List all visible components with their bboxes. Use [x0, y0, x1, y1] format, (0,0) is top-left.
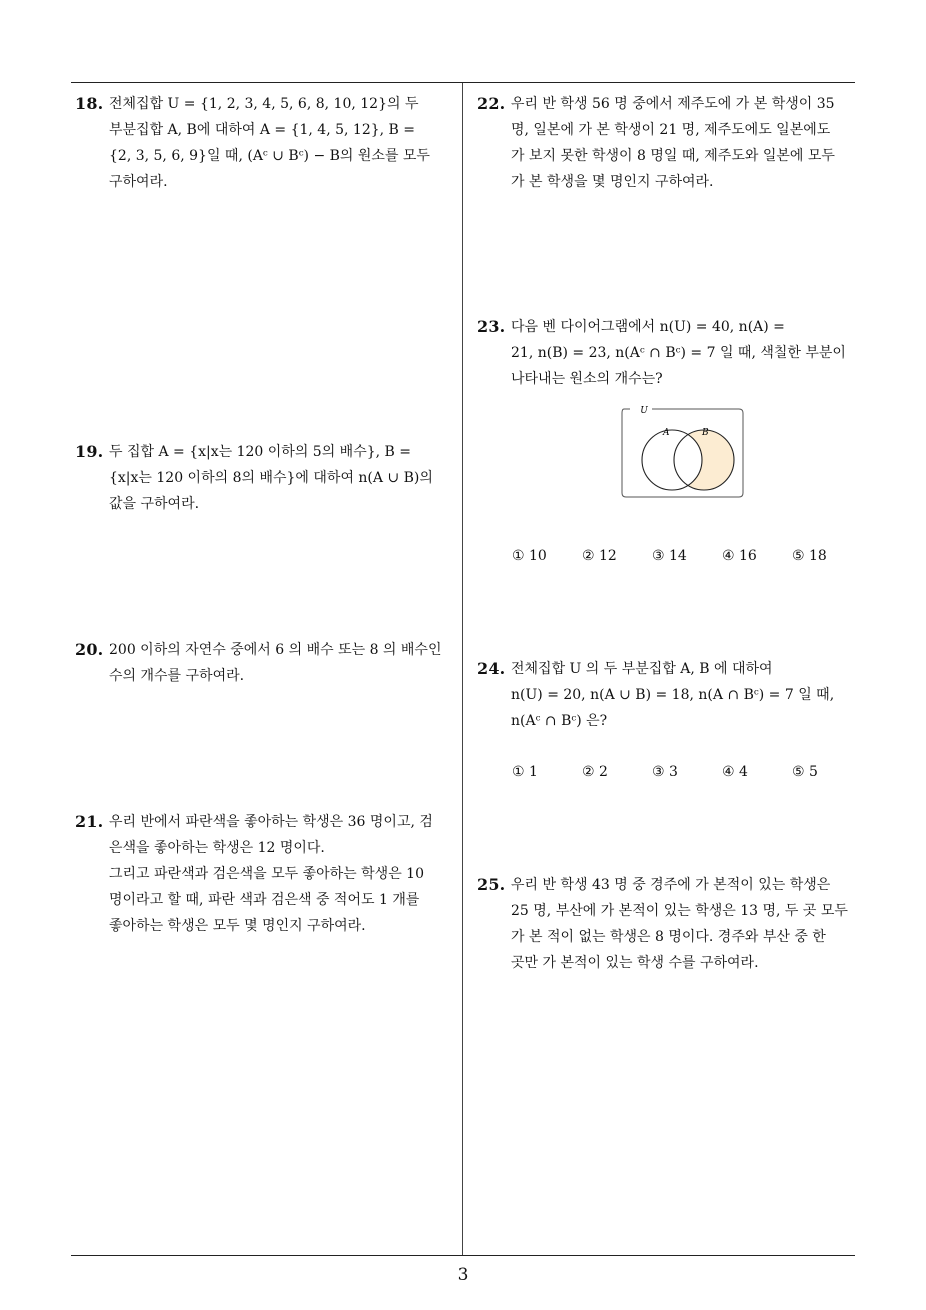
question-number: 23. — [477, 317, 506, 336]
text-line: 다음 벤 다이어그램에서 n(U) = 40, n(A) = — [511, 319, 785, 335]
question-number: 22. — [477, 94, 506, 113]
text-line: 전체집합 U 의 두 부분집합 A, B 에 대하여 — [511, 661, 773, 677]
question-20 — [75, 637, 455, 689]
question-text — [109, 439, 455, 517]
answer-choices-24 — [512, 764, 862, 780]
text-line: 전체집합 U = {1, 2, 3, 4, 5, 6, 8, 10, 12}의 두 — [109, 96, 419, 112]
choice-2[interactable]: ② 2 — [582, 764, 608, 780]
question-text — [511, 872, 857, 976]
text-line: n(U) = 20, n(A ∪ B) = 18, n(A ∩ Bᶜ) = 7 일 때, — [511, 687, 835, 703]
text-line: 가 본 학생을 몇 명인지 구하여라. — [511, 174, 714, 190]
question-22 — [477, 91, 857, 195]
question-text — [511, 314, 857, 392]
question-text — [109, 809, 455, 939]
text-line: 값을 구하여라. — [109, 496, 200, 512]
page-number: 3 — [457, 1265, 469, 1285]
text-line: 우리 반 학생 56 명 중에서 제주도에 가 본 학생이 35 — [511, 96, 835, 112]
text-line: 가 본 적이 없는 학생은 8 명이다. 경주와 부산 중 한 — [511, 929, 826, 945]
text-line: 좋아하는 학생은 모두 몇 명인지 구하여라. — [109, 918, 366, 934]
text-line: 은색을 좋아하는 학생은 12 명이다. — [109, 840, 325, 856]
text-line: n(Aᶜ ∩ Bᶜ) 은? — [511, 713, 608, 729]
text-line: 명이라고 할 때, 파란 색과 검은색 중 적어도 1 개를 — [109, 892, 420, 908]
choice-5[interactable]: ⑤ 18 — [792, 548, 827, 564]
text-line: {x|x는 120 이하의 8의 배수}에 대하여 n(A ∪ B)의 — [109, 470, 433, 486]
question-21 — [75, 809, 455, 939]
column-divider — [462, 83, 463, 1255]
choice-4[interactable]: ④ 4 — [722, 764, 748, 780]
label-b: B — [702, 428, 709, 438]
question-24 — [477, 656, 857, 734]
text-line: 그리고 파란색과 검은색을 모두 좋아하는 학생은 10 — [109, 866, 424, 882]
text-line: 우리 반에서 파란색을 좋아하는 학생은 36 명이고, 검 — [109, 814, 433, 830]
question-number: 25. — [477, 875, 506, 894]
text-line: 두 집합 A = {x|x는 120 이하의 5의 배수}, B = — [109, 444, 412, 460]
question-text — [109, 637, 455, 689]
choice-2[interactable]: ② 12 — [582, 548, 617, 564]
choice-1[interactable]: ① 10 — [512, 548, 547, 564]
text-line: 21, n(B) = 23, n(Aᶜ ∩ Bᶜ) = 7 일 때, 색칠한 부분이 — [511, 345, 846, 361]
choice-5[interactable]: ⑤ 5 — [792, 764, 818, 780]
choice-3[interactable]: ③ 3 — [652, 764, 678, 780]
bottom-rule — [71, 1255, 855, 1256]
label-u: U — [640, 406, 648, 416]
choice-1[interactable]: ① 1 — [512, 764, 538, 780]
choice-3[interactable]: ③ 14 — [652, 548, 687, 564]
top-rule — [71, 82, 855, 83]
text-line: 부분집합 A, B에 대하여 A = {1, 4, 5, 12}, B = — [109, 122, 416, 138]
question-text — [511, 656, 857, 734]
question-text — [511, 91, 857, 195]
choice-4[interactable]: ④ 16 — [722, 548, 757, 564]
question-25 — [477, 872, 857, 976]
question-text — [109, 91, 455, 195]
question-number: 24. — [477, 659, 506, 678]
text-line: 200 이하의 자연수 중에서 6 의 배수 또는 8 의 배수인 — [109, 642, 442, 658]
question-19 — [75, 439, 455, 517]
text-line: 나타내는 원소의 개수는? — [511, 371, 663, 387]
label-a: A — [663, 428, 670, 438]
question-23 — [477, 314, 857, 392]
question-number: 19. — [75, 442, 104, 461]
venn-diagram — [620, 405, 746, 501]
text-line: {2, 3, 5, 6, 9}일 때, (Aᶜ ∪ Bᶜ) − B의 원소를 모두 — [109, 148, 430, 164]
text-line: 25 명, 부산에 가 본적이 있는 학생은 13 명, 두 곳 모두 — [511, 903, 848, 919]
question-number: 18. — [75, 94, 104, 113]
text-line: 구하여라. — [109, 174, 168, 190]
text-line: 가 보지 못한 학생이 8 명일 때, 제주도와 일본에 모두 — [511, 148, 835, 164]
question-18 — [75, 91, 455, 195]
text-line: 우리 반 학생 43 명 중 경주에 가 본적이 있는 학생은 — [511, 877, 831, 893]
answer-choices-23 — [512, 548, 862, 564]
text-line: 명, 일본에 가 본 학생이 21 명, 제주도에도 일본에도 — [511, 122, 831, 138]
question-number: 21. — [75, 812, 104, 831]
text-line: 수의 개수를 구하여라. — [109, 668, 245, 684]
text-line: 곳만 가 본적이 있는 학생 수를 구하여라. — [511, 955, 759, 971]
question-number: 20. — [75, 640, 104, 659]
